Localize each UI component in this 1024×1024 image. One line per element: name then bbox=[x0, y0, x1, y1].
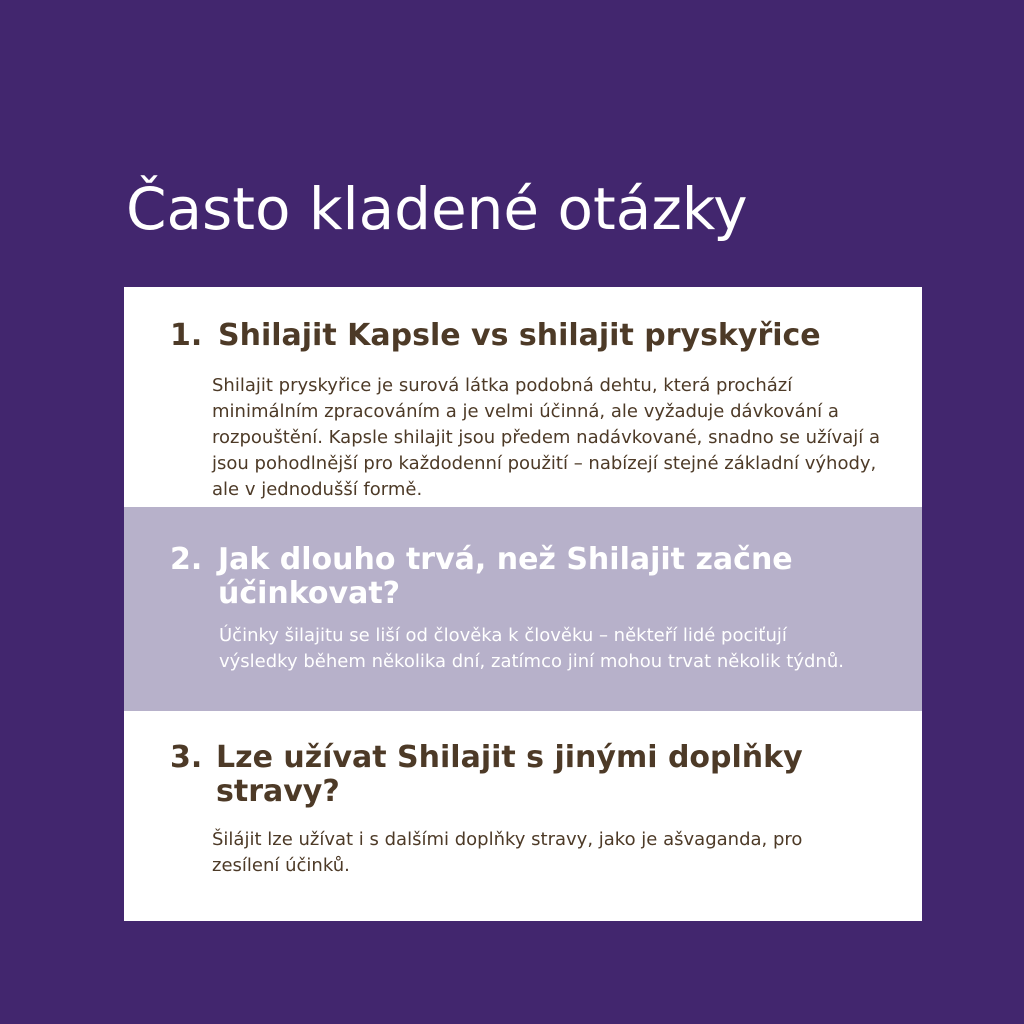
faq-item-number: 3. bbox=[170, 740, 203, 775]
faq-item-1 bbox=[124, 287, 922, 507]
faq-item-number: 1. bbox=[170, 318, 203, 353]
faq-item-answer: Šilájit lze užívat i s dalšími doplňky stravy, jako je ašvaganda, pro zesílení účinků. bbox=[212, 829, 803, 876]
faq-card bbox=[124, 287, 922, 921]
faq-item-answer: Shilajit pryskyřice je surová látka podobná dehtu, která prochází minimálním zpracováním a je velmi účinná, ale vyžaduje dávkování a rozpouštění. Kapsle shilajit jsou předem nadávkované, snadno se užívají a jsou pohodlnější pro každodenní použití – nabízejí stejné základní výhody, ale v jednodušší formě. bbox=[212, 375, 880, 500]
faq-item-question: Shilajit Kapsle vs shilajit pryskyřice bbox=[218, 318, 821, 353]
page-title: Často kladené otázky bbox=[126, 175, 748, 243]
faq-item-3 bbox=[124, 711, 922, 921]
faq-item-2 bbox=[124, 507, 922, 711]
faq-item-answer: Účinky šilajitu se liší od člověka k člověku – někteří lidé pociťují výsledky během několika dní, zatímco jiní mohou trvat několik týdnů. bbox=[219, 625, 844, 672]
faq-item-question: Jak dlouho trvá, než Shilajit začne účinkovat? bbox=[218, 542, 793, 611]
faq-item-question: Lze užívat Shilajit s jinými doplňky stravy? bbox=[216, 740, 803, 809]
faq-item-number: 2. bbox=[170, 542, 203, 577]
